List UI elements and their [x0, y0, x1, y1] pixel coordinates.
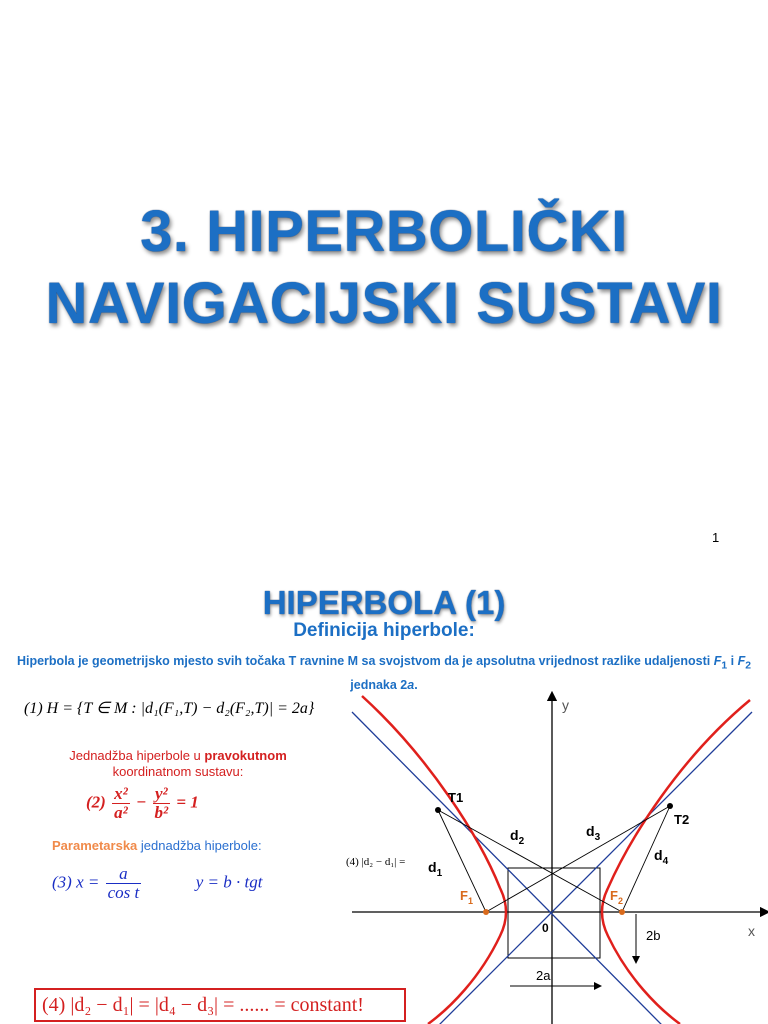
parametric-label: [52, 838, 262, 853]
hyperbola-diagram: [340, 688, 768, 1024]
label-d3-letter: d: [586, 823, 595, 839]
focus-f1: [483, 909, 489, 915]
eq-label-bold: pravokutnom: [204, 748, 287, 763]
definition-f1: F: [713, 654, 722, 668]
label-d4-sub: 4: [662, 856, 669, 867]
point-t1: [435, 807, 441, 813]
point-t2: [667, 803, 673, 809]
eq2-rhs: = 1: [176, 792, 199, 812]
label-f2-letter: F: [610, 888, 618, 903]
line-t2-f1: [486, 806, 670, 912]
focus-f2: [619, 909, 625, 915]
eq2-prefix: (2): [86, 792, 106, 812]
slide-subtitle: Definicija hiperbole:: [293, 620, 475, 641]
label-d1-sub: 1: [436, 868, 443, 879]
eq3-y: y = b · tgt: [195, 872, 263, 892]
label-f1-sub: 1: [467, 896, 473, 906]
eq2-minus: −: [135, 792, 147, 812]
equation-1: (1) H = {T ∈ M : |d₁(F₁,T) − d₂(F₂,T)| = 2a}: [24, 700, 315, 717]
label-t1: T1: [448, 790, 464, 805]
label-d2-letter: d: [510, 827, 519, 843]
definition-f2: F: [737, 654, 746, 668]
eq-label-part1: Jednadžba hiperbole u: [69, 748, 205, 763]
eq2-fraction-y: [153, 785, 171, 822]
param-rest: jednadžba hiperbole:: [137, 838, 262, 853]
label-axis-y: y: [562, 697, 569, 713]
label-d2-sub: 2: [518, 836, 525, 847]
label-2b: 2b: [646, 928, 661, 943]
eq2-fraction-x: [112, 785, 130, 822]
eq2-den1: a²: [114, 803, 128, 822]
label-f1: [460, 888, 473, 906]
slide-heading: HIPERBOLA (1): [262, 584, 506, 621]
slide-2: [0, 560, 768, 1024]
equation-4-box: (4) |d₂ − d₁| = |d₄ − d₃| = ...... = constant!: [34, 988, 406, 1022]
label-t2: T2: [674, 812, 690, 827]
title-line-1: 3. HIPERBOLIČKI: [140, 199, 628, 264]
equation-2-label: [28, 748, 328, 780]
eq3-num: a: [106, 865, 142, 884]
label-d3-sub: 3: [594, 832, 601, 843]
definition-sub2: 2: [745, 660, 752, 672]
label-f1-letter: F: [460, 888, 468, 903]
label-d3: [586, 823, 601, 843]
label-2a: 2a: [536, 968, 551, 983]
definition-and: i: [727, 654, 738, 668]
param-bold: Parametarska: [52, 838, 138, 853]
label-f2: [610, 888, 623, 906]
title-line-2: NAVIGACIJSKI SUSTAVI: [45, 271, 723, 336]
eq-label-part2: koordinatnom sustavu:: [112, 764, 244, 779]
label-f2-sub: 2: [617, 896, 623, 906]
eq2-num1: x²: [114, 784, 128, 803]
eq3-fraction: [106, 865, 142, 902]
label-d1-letter: d: [428, 859, 437, 875]
equation-2: [86, 785, 199, 822]
equation-4-small: (4) |d₂ − d₁| =: [346, 856, 406, 868]
label-d2: [510, 827, 525, 847]
definition-a: a: [407, 677, 415, 692]
equation-3: [52, 865, 262, 902]
label-d1: [428, 859, 443, 879]
asymptote-box: [508, 868, 600, 958]
label-d4-letter: d: [654, 847, 663, 863]
label-origin: 0: [542, 921, 549, 935]
hyperbola-right-branch: [602, 700, 750, 1024]
label-axis-x: x: [748, 923, 755, 939]
page-number: 1: [712, 530, 720, 545]
eq3-prefix: (3) x =: [52, 872, 100, 892]
label-d4: [654, 847, 669, 867]
definition-sub1: 1: [721, 660, 728, 672]
eq2-den2: b²: [154, 803, 169, 822]
eq3-den: cos t: [107, 883, 140, 902]
definition-end: .: [414, 677, 418, 692]
eq2-num2: y²: [153, 785, 171, 804]
definition-part2: jednaka 2: [350, 677, 408, 692]
definition-part1: Hiperbola je geometrijsko mjesto svih točaka T ravnine M sa svojstvom da je apsolutna vrijednost razlike udaljenosti: [16, 654, 714, 668]
